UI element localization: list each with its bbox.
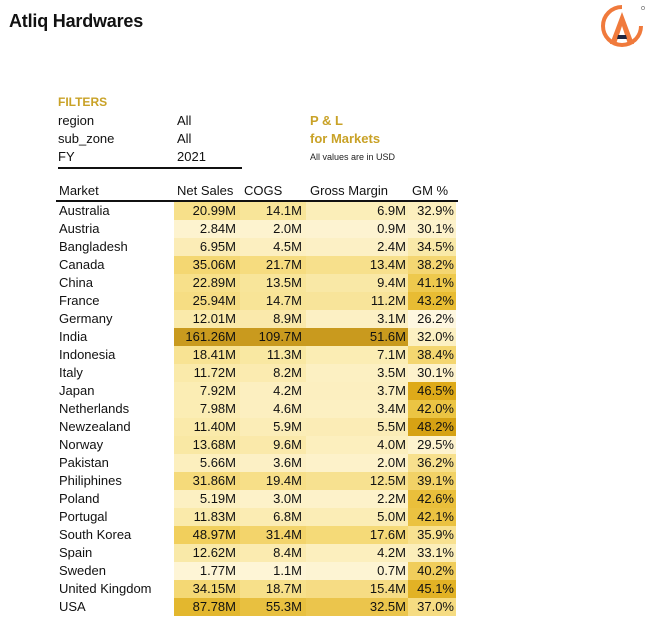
table-row[interactable]: [56, 526, 458, 544]
table-row[interactable]: [56, 220, 458, 238]
cell-cogs: 1.1M: [240, 562, 306, 580]
pl-heading: P & L: [310, 113, 343, 128]
filter-label: sub_zone: [58, 131, 115, 146]
pl-table: [56, 182, 458, 616]
cell-net-sales: 11.72M: [174, 364, 240, 382]
cell-cogs: 11.3M: [240, 346, 306, 364]
table-row[interactable]: [56, 400, 458, 418]
table-row[interactable]: [56, 364, 458, 382]
cell-cogs: 3.6M: [240, 454, 306, 472]
table-row[interactable]: [56, 454, 458, 472]
cell-market: South Korea: [59, 527, 132, 542]
cell-cogs: 14.1M: [240, 202, 306, 220]
cell-gm-pct: 29.5%: [408, 436, 456, 454]
cell-gm-pct: 34.5%: [408, 238, 456, 256]
cell-gm-pct: 45.1%: [408, 580, 456, 598]
cell-gm-pct: 46.5%: [408, 382, 456, 400]
cell-market: Poland: [59, 491, 100, 506]
cell-gm-pct: 37.0%: [408, 598, 456, 616]
cell-gross-margin: 0.7M: [306, 562, 408, 580]
cell-net-sales: 12.62M: [174, 544, 240, 562]
cell-cogs: 13.5M: [240, 274, 306, 292]
cell-market: Philiphines: [59, 473, 122, 488]
cell-gross-margin: 3.1M: [306, 310, 408, 328]
cell-gross-margin: 12.5M: [306, 472, 408, 490]
table-row[interactable]: [56, 472, 458, 490]
cell-market: Japan: [59, 383, 95, 398]
cell-gm-pct: 41.1%: [408, 274, 456, 292]
cell-cogs: 9.6M: [240, 436, 306, 454]
cell-net-sales: 11.83M: [174, 508, 240, 526]
cell-net-sales: 1.77M: [174, 562, 240, 580]
table-row[interactable]: [56, 580, 458, 598]
table-row[interactable]: [56, 238, 458, 256]
cell-gm-pct: 42.1%: [408, 508, 456, 526]
col-net-sales[interactable]: Net Sales: [177, 183, 234, 198]
cell-market: Pakistan: [59, 455, 109, 470]
cell-gross-margin: 3.5M: [306, 364, 408, 382]
cell-net-sales: 22.89M: [174, 274, 240, 292]
cell-cogs: 6.8M: [240, 508, 306, 526]
cell-market: France: [59, 293, 100, 308]
cell-gross-margin: 3.4M: [306, 400, 408, 418]
report-title: Atliq Hardwares: [9, 11, 144, 31]
table-row[interactable]: [56, 562, 458, 580]
cell-cogs: 55.3M: [240, 598, 306, 616]
cell-gross-margin: 2.2M: [306, 490, 408, 508]
pl-subheading: for Markets: [310, 131, 381, 146]
cell-gross-margin: 32.5M: [306, 598, 408, 616]
cell-cogs: 3.0M: [240, 490, 306, 508]
cell-gross-margin: 4.2M: [306, 544, 408, 562]
cell-market: Australia: [59, 203, 110, 218]
cell-market: Netherlands: [59, 401, 130, 416]
table-row[interactable]: [56, 310, 458, 328]
filter-value[interactable]: All: [177, 131, 192, 146]
cell-gross-margin: 5.5M: [306, 418, 408, 436]
cell-cogs: 4.6M: [240, 400, 306, 418]
cell-gm-pct: 38.4%: [408, 346, 456, 364]
cell-net-sales: 18.41M: [174, 346, 240, 364]
cell-gross-margin: 5.0M: [306, 508, 408, 526]
cell-gm-pct: 43.2%: [408, 292, 456, 310]
cell-market: Spain: [59, 545, 93, 560]
table-row[interactable]: [56, 346, 458, 364]
table-row[interactable]: [56, 382, 458, 400]
cell-cogs: 8.4M: [240, 544, 306, 562]
cell-market: India: [59, 329, 88, 344]
cell-market: Austria: [59, 221, 100, 236]
cell-gm-pct: 30.1%: [408, 364, 456, 382]
cell-gm-pct: 30.1%: [408, 220, 456, 238]
filter-label: region: [58, 113, 95, 128]
cell-gm-pct: 42.6%: [408, 490, 456, 508]
cell-net-sales: 7.92M: [174, 382, 240, 400]
cell-gross-margin: 2.4M: [306, 238, 408, 256]
cell-market: United Kingdom: [59, 581, 152, 596]
table-row[interactable]: [56, 292, 458, 310]
cell-cogs: 2.0M: [240, 220, 306, 238]
cell-gm-pct: 32.9%: [408, 202, 456, 220]
table-row[interactable]: [56, 274, 458, 292]
currency-note: All values are in USD: [310, 152, 396, 162]
filter-region[interactable]: [58, 113, 242, 131]
cell-cogs: 8.9M: [240, 310, 306, 328]
cell-net-sales: 31.86M: [174, 472, 240, 490]
cell-market: Portugal: [59, 509, 108, 524]
cell-gm-pct: 32.0%: [408, 328, 456, 346]
cell-net-sales: 11.40M: [174, 418, 240, 436]
cell-gross-margin: 6.9M: [306, 202, 408, 220]
cell-net-sales: 48.97M: [174, 526, 240, 544]
cell-net-sales: 12.01M: [174, 310, 240, 328]
cell-market: Canada: [59, 257, 105, 272]
cell-gross-margin: 51.6M: [306, 328, 408, 346]
table-row[interactable]: [56, 436, 458, 454]
cell-net-sales: 161.26M: [174, 328, 240, 346]
atliq-logo: [598, 4, 646, 48]
cell-gross-margin: 0.9M: [306, 220, 408, 238]
cell-gross-margin: 11.2M: [306, 292, 408, 310]
cell-cogs: 8.2M: [240, 364, 306, 382]
cell-net-sales: 87.78M: [174, 598, 240, 616]
cell-cogs: 31.4M: [240, 526, 306, 544]
cell-cogs: 5.9M: [240, 418, 306, 436]
filter-label: FY: [58, 149, 75, 164]
cell-gross-margin: 9.4M: [306, 274, 408, 292]
cell-net-sales: 2.84M: [174, 220, 240, 238]
filter-value[interactable]: All: [177, 113, 192, 128]
cell-gross-margin: 3.7M: [306, 382, 408, 400]
cell-gross-margin: 15.4M: [306, 580, 408, 598]
cell-net-sales: 35.06M: [174, 256, 240, 274]
cell-cogs: 4.5M: [240, 238, 306, 256]
col-market[interactable]: Market: [59, 183, 99, 198]
cell-net-sales: 20.99M: [174, 202, 240, 220]
cell-market: Sweden: [59, 563, 106, 578]
cell-net-sales: 13.68M: [174, 436, 240, 454]
cell-market: China: [59, 275, 93, 290]
cell-gross-margin: 2.0M: [306, 454, 408, 472]
filters-heading: FILTERS: [58, 95, 108, 109]
cell-market: Indonesia: [59, 347, 116, 362]
table-row[interactable]: [56, 202, 458, 220]
cell-gm-pct: 38.2%: [408, 256, 456, 274]
cell-cogs: 4.2M: [240, 382, 306, 400]
filter-fy[interactable]: [58, 149, 242, 169]
cell-cogs: 14.7M: [240, 292, 306, 310]
table-row[interactable]: [56, 256, 458, 274]
cell-cogs: 109.7M: [240, 328, 306, 346]
cell-gm-pct: 48.2%: [408, 418, 456, 436]
cell-net-sales: 7.98M: [174, 400, 240, 418]
cell-cogs: 21.7M: [240, 256, 306, 274]
cell-net-sales: 5.19M: [174, 490, 240, 508]
cell-net-sales: 25.94M: [174, 292, 240, 310]
cell-gm-pct: 40.2%: [408, 562, 456, 580]
cell-market: Italy: [59, 365, 83, 380]
cell-market: Newzealand: [59, 419, 131, 434]
cell-gross-margin: 4.0M: [306, 436, 408, 454]
cell-gm-pct: 36.2%: [408, 454, 456, 472]
table-header: [56, 182, 458, 202]
cell-cogs: 18.7M: [240, 580, 306, 598]
cell-gm-pct: 33.1%: [408, 544, 456, 562]
cell-gross-margin: 7.1M: [306, 346, 408, 364]
filter-sub-zone[interactable]: [58, 131, 242, 149]
cell-gm-pct: 35.9%: [408, 526, 456, 544]
cell-cogs: 19.4M: [240, 472, 306, 490]
col-gross-margin[interactable]: Gross Margin: [310, 183, 389, 198]
col-gm-pct[interactable]: GM %: [412, 183, 449, 198]
cell-gross-margin: 13.4M: [306, 256, 408, 274]
cell-net-sales: 5.66M: [174, 454, 240, 472]
cell-market: Bangladesh: [59, 239, 128, 254]
cell-market: Norway: [59, 437, 104, 452]
cell-gm-pct: 39.1%: [408, 472, 456, 490]
cell-gm-pct: 42.0%: [408, 400, 456, 418]
table-row[interactable]: [56, 508, 458, 526]
filter-value[interactable]: 2021: [177, 149, 206, 164]
cell-gross-margin: 17.6M: [306, 526, 408, 544]
cell-gm-pct: 26.2%: [408, 310, 456, 328]
table-row[interactable]: [56, 598, 458, 616]
table-body: [56, 202, 458, 616]
table-row[interactable]: [56, 544, 458, 562]
table-row[interactable]: [56, 490, 458, 508]
cell-market: USA: [59, 599, 86, 614]
cell-net-sales: 34.15M: [174, 580, 240, 598]
cell-market: Germany: [59, 311, 113, 326]
table-row[interactable]: [56, 418, 458, 436]
col-cogs[interactable]: COGS: [244, 183, 283, 198]
cell-net-sales: 6.95M: [174, 238, 240, 256]
table-row[interactable]: [56, 328, 458, 346]
